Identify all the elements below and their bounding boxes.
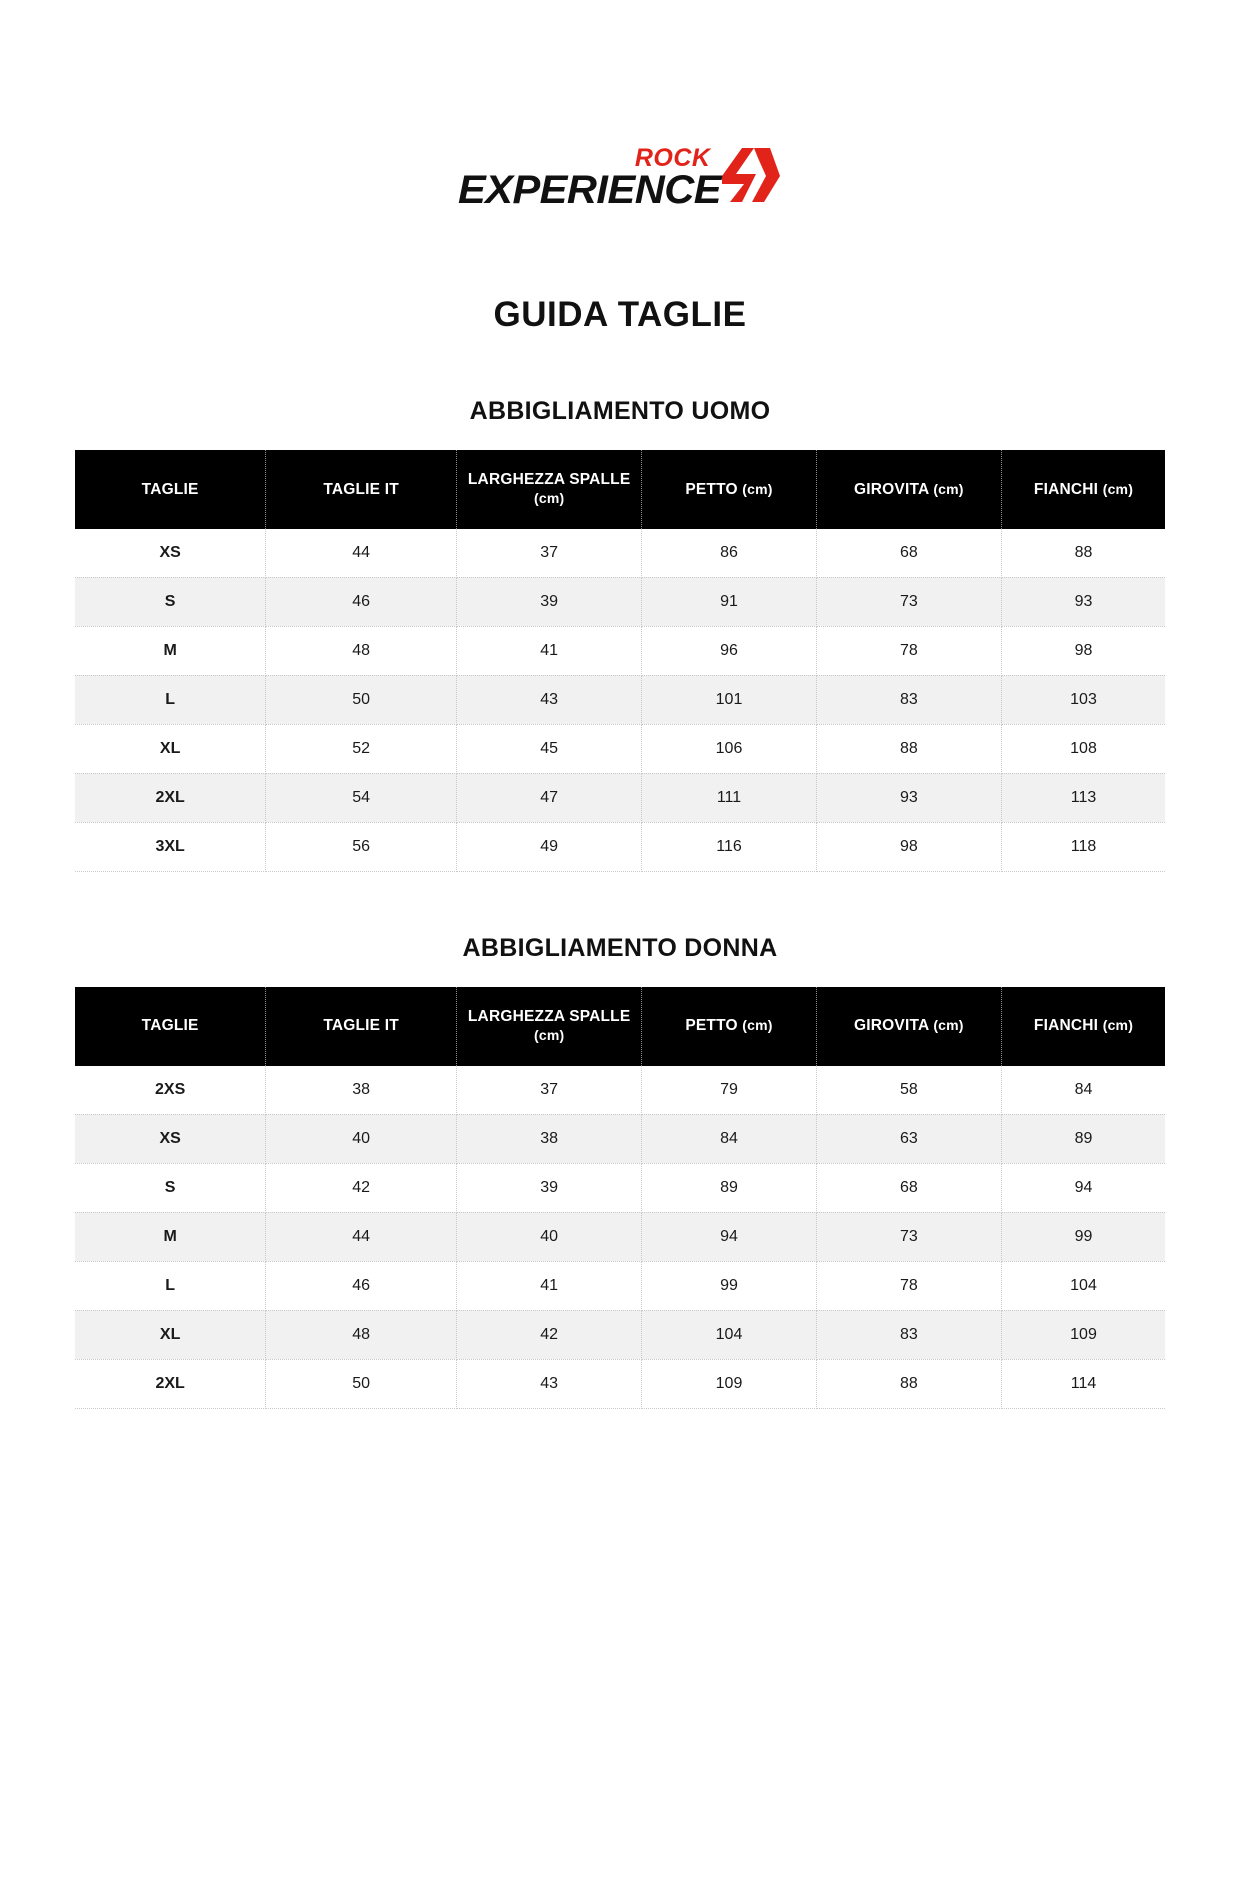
cell-spalle: 45 (457, 724, 642, 773)
cell-girovita: 58 (816, 1066, 1001, 1115)
column-header-label: LARGHEZZA SPALLE (467, 471, 631, 488)
column-header-label: GIROVITA (854, 1017, 929, 1035)
column-header-unit: (cm) (742, 480, 773, 497)
brand-logo (75, 0, 1165, 210)
table-row (75, 1114, 1165, 1163)
cell-taglie-it: 42 (266, 1163, 457, 1212)
cell-petto: 101 (642, 675, 816, 724)
cell-taglie-it: 46 (266, 1261, 457, 1310)
cell-fianchi: 84 (1001, 1066, 1165, 1115)
cell-petto: 111 (642, 773, 816, 822)
cell-petto: 91 (642, 577, 816, 626)
cell-taglie-it: 48 (266, 626, 457, 675)
cell-girovita: 68 (816, 1163, 1001, 1212)
column-header-taglie-it (266, 987, 457, 1066)
column-header-unit: (cm) (742, 1017, 773, 1034)
cell-taglie-it: 38 (266, 1066, 457, 1115)
cell-girovita: 98 (816, 822, 1001, 871)
table-row (75, 724, 1165, 773)
page-title: GUIDA TAGLIE (493, 295, 747, 334)
column-header-taglie (75, 987, 266, 1066)
cell-size: 2XL (75, 1359, 266, 1408)
cell-spalle: 41 (457, 1261, 642, 1310)
cell-spalle: 37 (457, 529, 642, 578)
column-header-unit: (cm) (933, 480, 964, 497)
cell-spalle: 40 (457, 1212, 642, 1261)
table-header-row (75, 987, 1165, 1066)
column-header-unit: (cm) (533, 1027, 565, 1044)
cell-petto: 116 (642, 822, 816, 871)
cell-petto: 104 (642, 1310, 816, 1359)
cell-spalle: 38 (457, 1114, 642, 1163)
column-header-label: TAGLIE (141, 1017, 199, 1035)
size-table-donna (75, 987, 1165, 1409)
cell-girovita: 78 (816, 1261, 1001, 1310)
column-header-label: GIROVITA (854, 480, 929, 498)
cell-girovita: 83 (816, 675, 1001, 724)
cell-size: 2XL (75, 773, 266, 822)
cell-size: 3XL (75, 822, 266, 871)
cell-size: XL (75, 1310, 266, 1359)
table-row (75, 1359, 1165, 1408)
cell-taglie-it: 50 (266, 1359, 457, 1408)
cell-girovita: 83 (816, 1310, 1001, 1359)
section-title-uomo: ABBIGLIAMENTO UOMO (469, 397, 771, 425)
cell-girovita: 63 (816, 1114, 1001, 1163)
cell-size: S (75, 577, 266, 626)
cell-taglie-it: 48 (266, 1310, 457, 1359)
cell-petto: 109 (642, 1359, 816, 1408)
table-row (75, 1310, 1165, 1359)
cell-fianchi: 103 (1001, 675, 1165, 724)
cell-spalle: 42 (457, 1310, 642, 1359)
column-header-girovita (816, 450, 1001, 529)
column-header-label: PETTO (685, 480, 738, 498)
cell-girovita: 88 (816, 724, 1001, 773)
column-header-taglie-it (266, 450, 457, 529)
cell-taglie-it: 44 (266, 529, 457, 578)
cell-petto: 79 (642, 1066, 816, 1115)
cell-petto: 106 (642, 724, 816, 773)
section-title-donna: ABBIGLIAMENTO DONNA (462, 933, 778, 962)
cell-girovita: 93 (816, 773, 1001, 822)
column-header-label: TAGLIE (141, 480, 199, 498)
table-row (75, 626, 1165, 675)
cell-fianchi: 109 (1001, 1310, 1165, 1359)
cell-size: S (75, 1163, 266, 1212)
cell-fianchi: 94 (1001, 1163, 1165, 1212)
table-row (75, 529, 1165, 578)
cell-girovita: 78 (816, 626, 1001, 675)
cell-fianchi: 89 (1001, 1114, 1165, 1163)
cell-spalle: 39 (457, 1163, 642, 1212)
cell-petto: 94 (642, 1212, 816, 1261)
cell-taglie-it: 44 (266, 1212, 457, 1261)
column-header-label: PETTO (685, 1017, 738, 1035)
column-header-unit: (cm) (1102, 480, 1134, 497)
cell-size: L (75, 675, 266, 724)
cell-spalle: 37 (457, 1066, 642, 1115)
cell-size: M (75, 626, 266, 675)
table-row (75, 1066, 1165, 1115)
cell-taglie-it: 52 (266, 724, 457, 773)
column-header-label: FIANCHI (1033, 1017, 1099, 1035)
cell-fianchi: 93 (1001, 577, 1165, 626)
column-header-fianchi (1001, 450, 1165, 529)
cell-spalle: 39 (457, 577, 642, 626)
column-header-unit: (cm) (533, 490, 565, 507)
cell-girovita: 73 (816, 1212, 1001, 1261)
table-row (75, 773, 1165, 822)
column-header-fianchi (1001, 987, 1165, 1066)
column-header-petto (642, 987, 816, 1066)
cell-fianchi: 104 (1001, 1261, 1165, 1310)
logo-rock-text: ROCK (634, 144, 711, 172)
column-header-label: FIANCHI (1033, 480, 1099, 498)
table-row (75, 822, 1165, 871)
cell-petto: 84 (642, 1114, 816, 1163)
size-table-uomo (75, 450, 1165, 872)
cell-size: M (75, 1212, 266, 1261)
column-header-label: TAGLIE IT (323, 1017, 399, 1035)
rock-experience-chevron-logo-icon (720, 146, 782, 209)
table-row (75, 1163, 1165, 1212)
cell-taglie-it: 54 (266, 773, 457, 822)
column-header-taglie (75, 450, 266, 529)
cell-fianchi: 88 (1001, 529, 1165, 578)
cell-taglie-it: 56 (266, 822, 457, 871)
cell-size: XL (75, 724, 266, 773)
table-row (75, 675, 1165, 724)
cell-girovita: 73 (816, 577, 1001, 626)
column-header-petto (642, 450, 816, 529)
cell-petto: 96 (642, 626, 816, 675)
cell-fianchi: 118 (1001, 822, 1165, 871)
cell-fianchi: 113 (1001, 773, 1165, 822)
table-row (75, 1212, 1165, 1261)
cell-petto: 89 (642, 1163, 816, 1212)
cell-size: L (75, 1261, 266, 1310)
column-header-girovita (816, 987, 1001, 1066)
table-header-row (75, 450, 1165, 529)
cell-size: XS (75, 529, 266, 578)
cell-taglie-it: 50 (266, 675, 457, 724)
column-header-unit: (cm) (1102, 1017, 1134, 1034)
table-row (75, 577, 1165, 626)
table-row (75, 1261, 1165, 1310)
column-header-unit: (cm) (933, 1017, 964, 1034)
cell-taglie-it: 40 (266, 1114, 457, 1163)
cell-taglie-it: 46 (266, 577, 457, 626)
column-header-label: LARGHEZZA SPALLE (467, 1007, 631, 1025)
cell-spalle: 43 (457, 1359, 642, 1408)
cell-petto: 99 (642, 1261, 816, 1310)
cell-size: XS (75, 1114, 266, 1163)
logo-experience-text: EXPERIENCE (457, 168, 721, 212)
cell-spalle: 41 (457, 626, 642, 675)
cell-fianchi: 99 (1001, 1212, 1165, 1261)
cell-size: 2XS (75, 1066, 266, 1115)
cell-spalle: 43 (457, 675, 642, 724)
column-header-label: TAGLIE IT (323, 480, 399, 498)
cell-spalle: 49 (457, 822, 642, 871)
cell-spalle: 47 (457, 773, 642, 822)
column-header-larghezza-spalle (457, 987, 642, 1066)
cell-girovita: 88 (816, 1359, 1001, 1408)
cell-girovita: 68 (816, 529, 1001, 578)
cell-petto: 86 (642, 529, 816, 578)
cell-fianchi: 108 (1001, 724, 1165, 773)
cell-fianchi: 114 (1001, 1359, 1165, 1408)
cell-fianchi: 98 (1001, 626, 1165, 675)
column-header-larghezza-spalle (457, 450, 642, 529)
